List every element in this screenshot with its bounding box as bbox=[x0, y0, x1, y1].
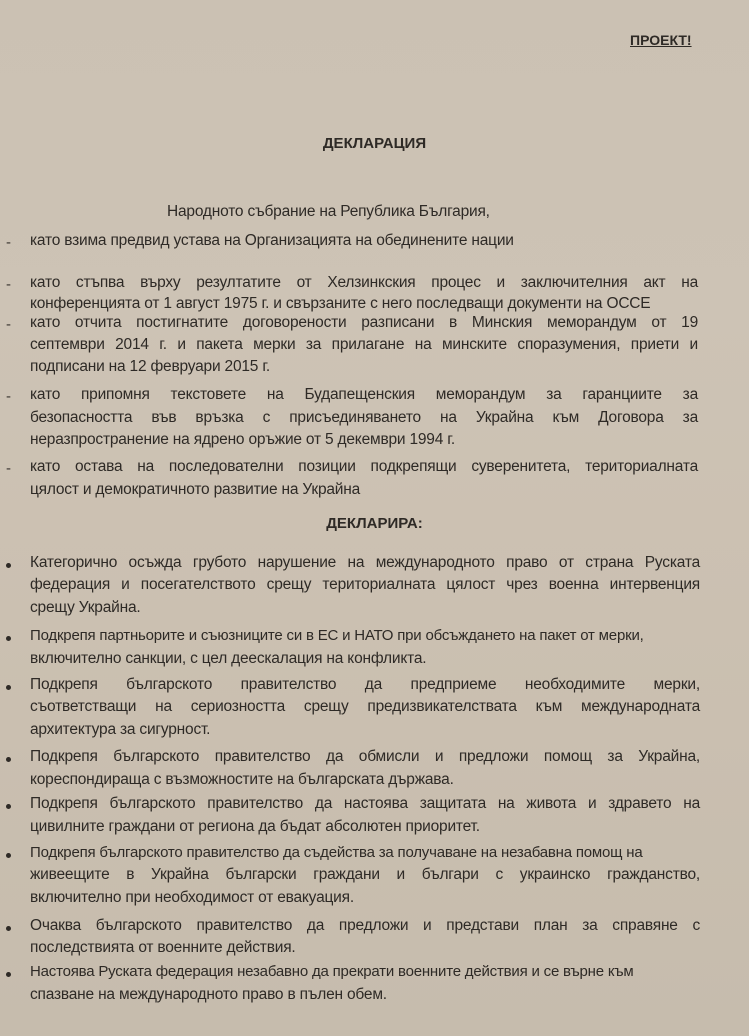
bullet-marker bbox=[6, 972, 11, 977]
preamble-line: конференцията от 1 август 1975 г. и свързаните с него последващи документи на ОССЕ bbox=[30, 295, 651, 312]
document-title: ДЕКЛАРАЦИЯ bbox=[322, 135, 427, 152]
bullet-marker bbox=[6, 685, 11, 690]
point-line: последствията от военните действия. bbox=[30, 939, 296, 956]
dash-marker: - bbox=[6, 316, 11, 333]
preamble-line: като остава на последователни позиции подкрепящи суверенитета, териториалната bbox=[30, 458, 698, 475]
preamble-line: неразпространение на ядрено оръжие от 5 декември 1994 г. bbox=[30, 431, 455, 448]
point-line: срещу Украйна. bbox=[30, 599, 141, 616]
point-line: живеещите в Украйна български граждани и българи с украинско гражданство, bbox=[30, 866, 700, 883]
point-line: архитектура за сигурност. bbox=[30, 721, 211, 738]
preamble-line: като припомня текстовете на Будапещенския меморандум за гаранциите за bbox=[30, 386, 698, 403]
draft-stamp: ПРОЕКТ! bbox=[630, 32, 692, 48]
point-line: Настоява Руската федерация незабавно да прекрати военните действия и се върне към bbox=[30, 963, 634, 980]
preamble-line: септември 2014 г. и пакета мерки за прилагане на минските споразумения, приети и bbox=[30, 336, 698, 353]
point-line: включително санкции, с цел деескалация на конфликта. bbox=[30, 650, 427, 667]
declares-heading: ДЕКЛАРИРА: bbox=[326, 515, 423, 532]
point-line: Категорично осъжда грубото нарушение на международното право от страна Руската bbox=[30, 554, 700, 571]
bullet-marker bbox=[6, 757, 11, 762]
dash-marker: - bbox=[6, 276, 11, 293]
bullet-marker bbox=[6, 563, 11, 568]
point-line: спазване на международното право в пълен обем. bbox=[30, 986, 387, 1003]
bullet-marker bbox=[6, 636, 11, 641]
preamble-line: като стъпва върху резултатите от Хелзинкския процес и заключителния акт на bbox=[30, 274, 698, 291]
preamble-line: като взима предвид устава на Организацията на обединените нации bbox=[30, 232, 514, 249]
preamble-line: цялост и демократичното развитие на Украйна bbox=[30, 481, 361, 498]
preamble-line: подписани на 12 февруари 2015 г. bbox=[30, 358, 270, 375]
point-line: Подкрепя българското правителство да предприеме необходимите мерки, bbox=[30, 676, 700, 693]
addressee: Народното събрание на Република България, bbox=[167, 203, 490, 220]
point-line: включително при необходимост от евакуация. bbox=[30, 889, 354, 906]
dash-marker: - bbox=[6, 388, 11, 405]
point-line: Подкрепя българското правителство да настоява защитата на живота и здравето на bbox=[30, 795, 700, 812]
bullet-marker bbox=[6, 853, 11, 858]
point-line: федерация и посегателството срещу териториалната цялост чрез военна интервенция bbox=[30, 576, 700, 593]
bullet-marker bbox=[6, 804, 11, 809]
point-line: цивилните граждани от региона да бъдат абсолютен приоритет. bbox=[30, 818, 480, 835]
point-line: Подкрепя партньорите и съюзниците си в ЕС и НАТО при обсъждането на пакет от мерки, bbox=[30, 627, 644, 644]
point-line: Подкрепя българското правителство да обмисли и предложи помощ за Украйна, bbox=[30, 748, 700, 765]
preamble-line: безопасността във връзка с присъединяването на Украйна към Договора за bbox=[30, 409, 698, 426]
bullet-marker bbox=[6, 926, 11, 931]
dash-marker: - bbox=[6, 234, 11, 251]
point-line: Подкрепя българското правителство да съдейства за получаване на незабавна помощ на bbox=[30, 844, 643, 861]
point-line: Очаква българското правителство да предложи и представи план за справяне с bbox=[30, 917, 700, 934]
point-line: кореспондираща с възможностите на българската държава. bbox=[30, 771, 454, 788]
dash-marker: - bbox=[6, 460, 11, 477]
point-line: съответстващи на сериозността срещу предизвикателствата към международната bbox=[30, 698, 700, 715]
preamble-line: като отчита постигнатите договорености разписани в Минския меморандум от 19 bbox=[30, 314, 698, 331]
